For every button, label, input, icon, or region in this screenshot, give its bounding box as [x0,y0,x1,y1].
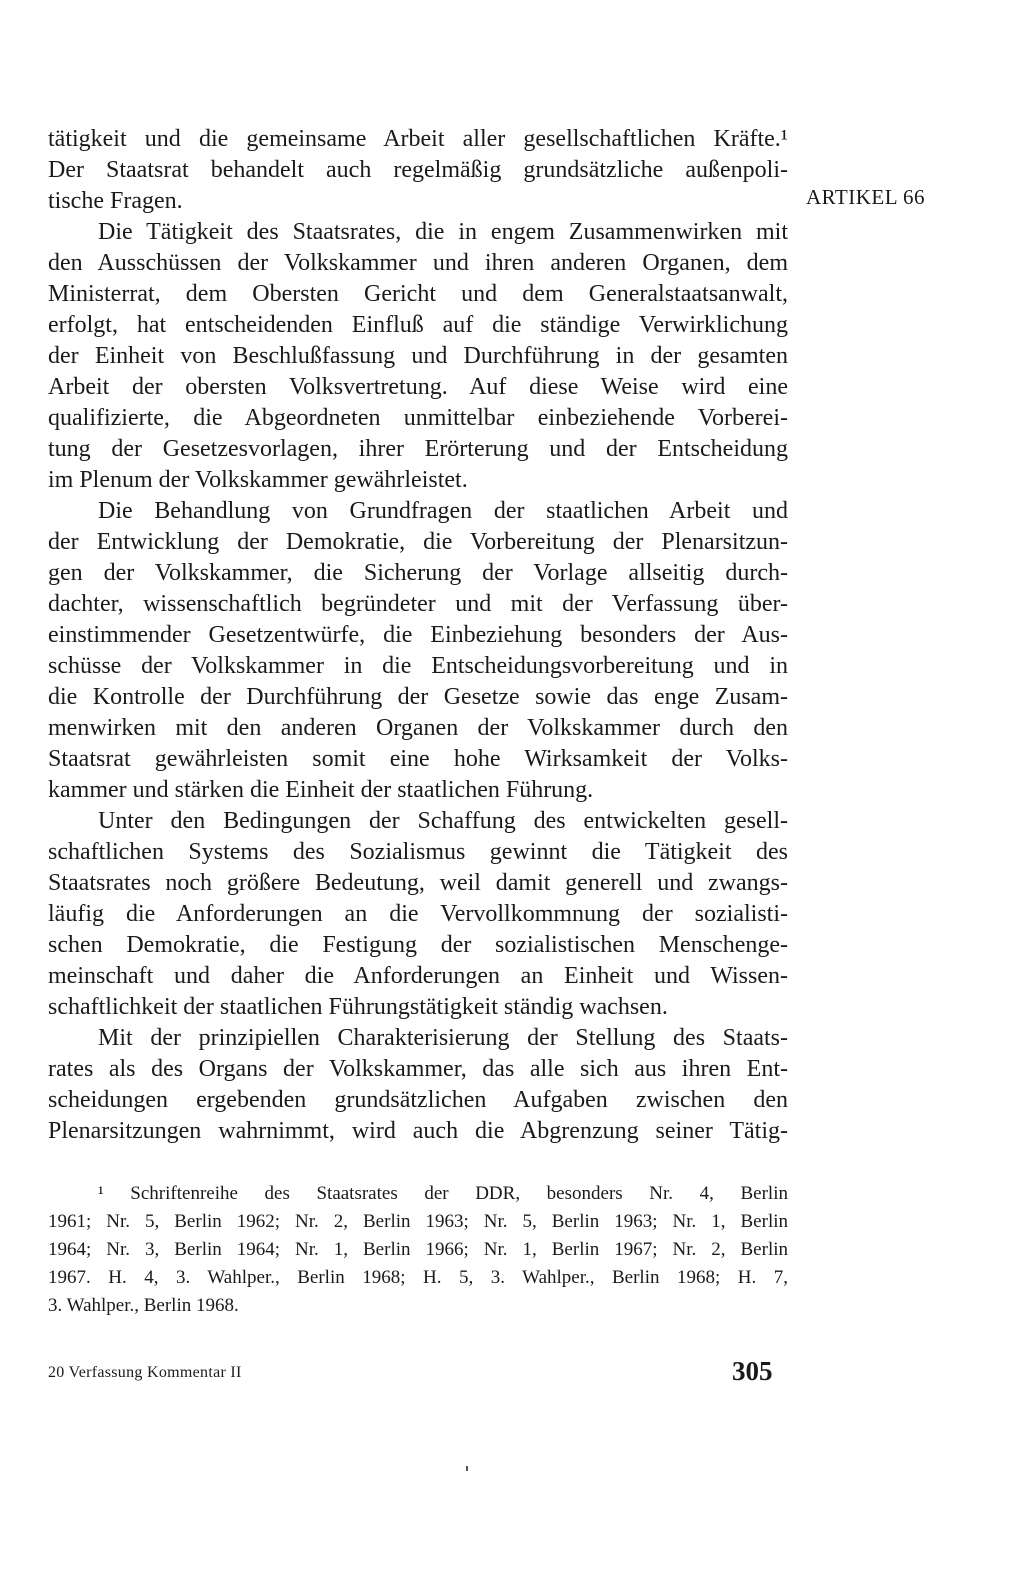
body-line: die Kontrolle der Durchführung der Gesetze sowie das enge Zusam- [48,684,788,710]
body-line: Staatsrat gewährleisten somit eine hohe Wirksamkeit der Volks- [48,746,788,772]
body-line: tung der Gesetzesvorlagen, ihrer Erörterung und der Entscheidung [48,436,788,462]
body-line: schüsse der Volkskammer in die Entscheidungsvorbereitung und in [48,653,788,679]
footnote-line: 1967. H. 4, 3. Wahlper., Berlin 1968; H. 5, 3. Wahlper., Berlin 1968; H. 7, [48,1267,788,1288]
footnote-line: 1964; Nr. 3, Berlin 1964; Nr. 1, Berlin 1966; Nr. 1, Berlin 1967; Nr. 2, Berlin [48,1239,788,1260]
footnote-line: ¹ Schriftenreihe des Staatsrates der DDR, besonders Nr. 4, Berlin [98,1183,788,1204]
body-line: gen der Volkskammer, die Sicherung der Vorlage allseitig durch- [48,560,788,586]
footer-signature: 20 Verfassung Kommentar II [48,1364,242,1381]
body-line: schen Demokratie, die Festigung der sozialistischen Menschenge- [48,932,788,958]
body-line: rates als des Organs der Volkskammer, das alle sich aus ihren Ent- [48,1056,788,1082]
body-line: dachter, wissenschaftlich begründeter und mit der Verfassung über- [48,591,788,617]
body-line: der Einheit von Beschlußfassung und Durchführung in der gesamten [48,343,788,369]
footnote-line: 1961; Nr. 5, Berlin 1962; Nr. 2, Berlin 1963; Nr. 5, Berlin 1963; Nr. 1, Berlin [48,1211,788,1232]
body-line: tische Fragen. [48,188,183,214]
body-line: läufig die Anforderungen an die Vervollkommnung der sozialisti- [48,901,788,927]
body-line: den Ausschüssen der Volkskammer und ihren anderen Organen, dem [48,250,788,276]
page-number: 305 [732,1356,773,1386]
body-line: Unter den Bedingungen der Schaffung des entwickelten gesell- [98,808,788,834]
body-line: kammer und stärken die Einheit der staatlichen Führung. [48,777,594,803]
body-line: erfolgt, hat entscheidenden Einfluß auf die ständige Verwirklichung [48,312,788,338]
body-line: Arbeit der obersten Volksvertretung. Auf diese Weise wird eine [48,374,788,400]
body-line: menwirken mit den anderen Organen der Volkskammer durch den [48,715,788,741]
body-line: scheidungen ergebenden grundsätzlichen Aufgaben zwischen den [48,1087,788,1113]
body-line: Die Tätigkeit des Staatsrates, die in engem Zusammenwirken mit [98,219,788,245]
body-line: im Plenum der Volkskammer gewährleistet. [48,467,468,493]
body-line: Plenarsitzungen wahrnimmt, wird auch die Abgrenzung seiner Tätig- [48,1118,788,1144]
body-line: Mit der prinzipiellen Charakterisierung der Stellung des Staats- [98,1025,788,1051]
body-line: schaftlichen Systems des Sozialismus gewinnt die Tätigkeit des [48,839,788,865]
margin-article-label: ARTIKEL 66 [806,185,926,209]
body-line: der Entwicklung der Demokratie, die Vorbereitung der Plenarsitzun- [48,529,788,555]
body-line: tätigkeit und die gemeinsame Arbeit aller gesellschaftlichen Kräfte.¹ [48,126,788,152]
body-line: Staatsrates noch größere Bedeutung, weil damit generell und zwangs- [48,870,788,896]
body-line: meinschaft und daher die Anforderungen an Einheit und Wissen- [48,963,788,989]
body-line: Die Behandlung von Grundfragen der staatlichen Arbeit und [98,498,788,524]
body-line: Ministerrat, dem Obersten Gericht und dem Generalstaatsanwalt, [48,281,788,307]
body-line: qualifizierte, die Abgeordneten unmittelbar einbeziehende Vorberei- [48,405,788,431]
body-line: Der Staatsrat behandelt auch regelmäßig grundsätzliche außenpoli- [48,157,788,183]
scan-speck [466,1466,468,1471]
body-line: schaftlichkeit der staatlichen Führungstätigkeit ständig wachsen. [48,994,668,1020]
footnote-line: 3. Wahlper., Berlin 1968. [48,1295,239,1316]
body-line: einstimmender Gesetzentwürfe, die Einbeziehung besonders der Aus- [48,622,788,648]
